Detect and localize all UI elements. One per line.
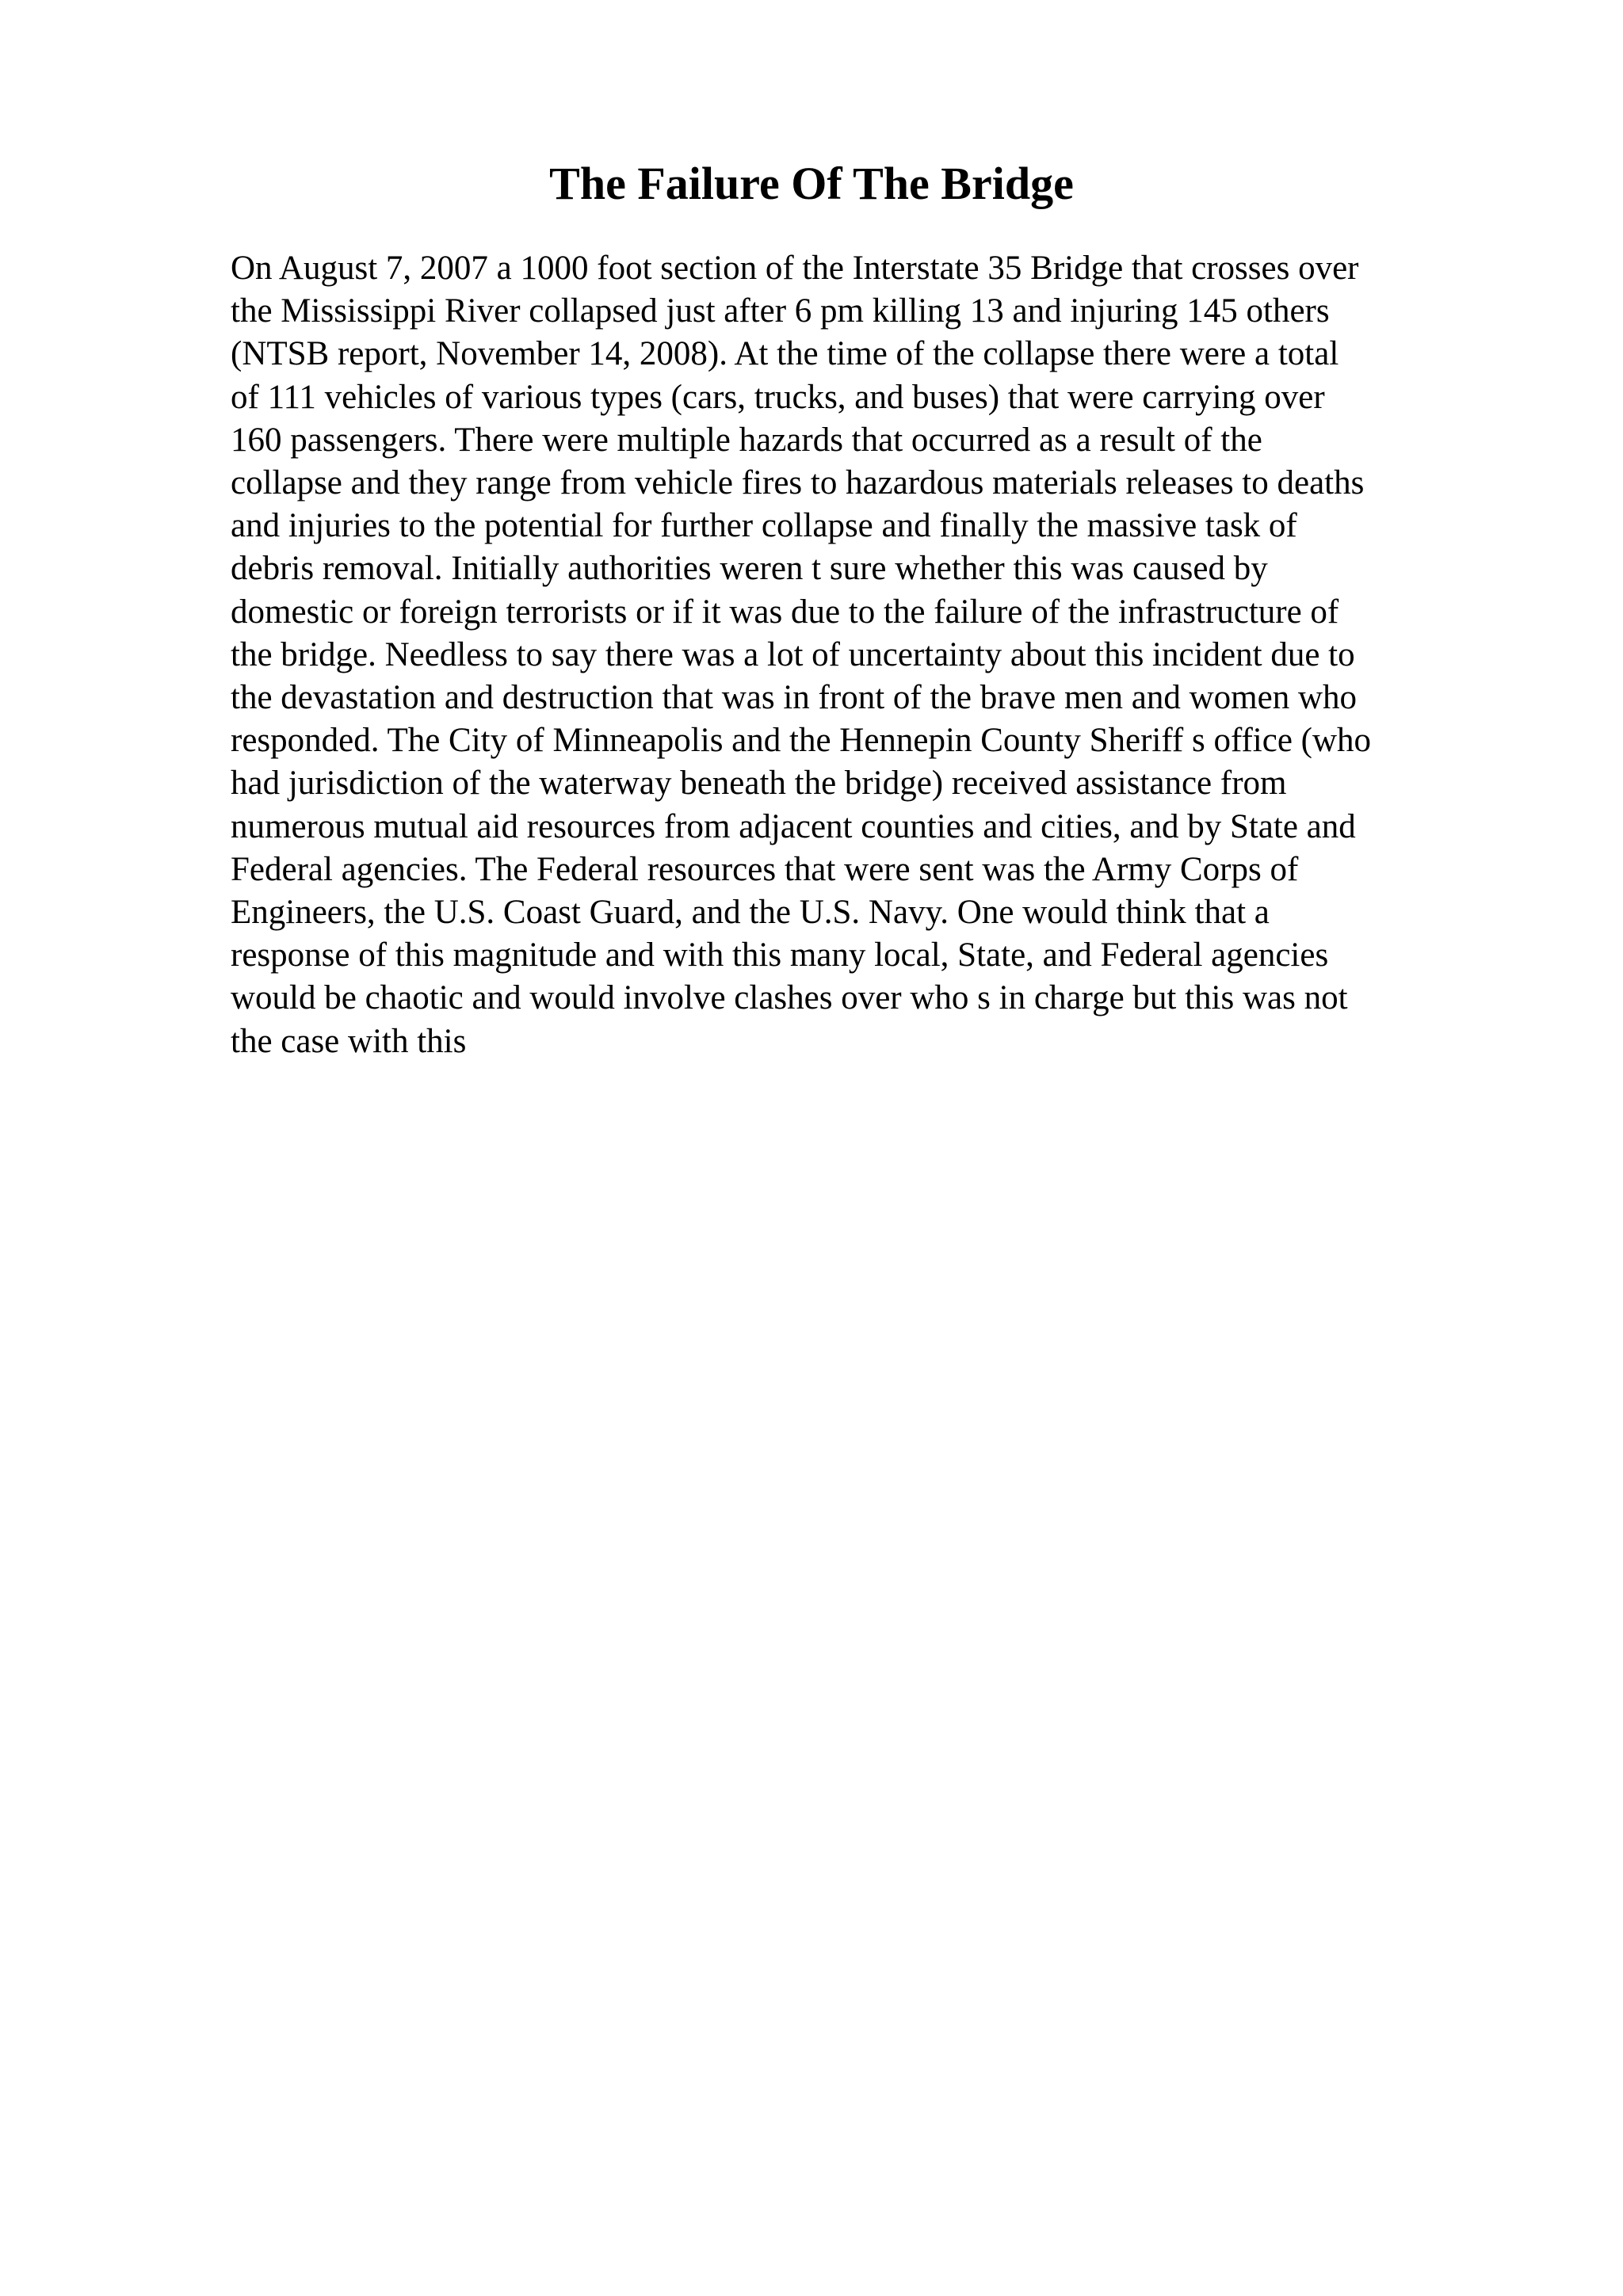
- paragraph-line: of 111 vehicles of various types (cars, trucks, and buses) that were carrying over: [231, 378, 1325, 416]
- paragraph-line: response of this magnitude and with this many local, State, and Federal agencies: [231, 936, 1329, 974]
- paragraph-line: Engineers, the U.S. Coast Guard, and the U.S. Navy. One would think that a: [231, 894, 1270, 932]
- paragraph-line: responded. The City of Minneapolis and the Hennepin County Sheriff s office (who: [231, 722, 1372, 760]
- paragraph-line: debris removal. Initially authorities weren t sure whether this was caused by: [231, 550, 1268, 588]
- paragraph-line: the Mississippi River collapsed just after 6 pm killing 13 and injuring 145 others: [231, 292, 1330, 330]
- paragraph-line: the bridge. Needless to say there was a lot of uncertainty about this incident due to: [231, 635, 1355, 673]
- paragraph-line: would be chaotic and would involve clashes over who s in charge but this was not: [231, 979, 1348, 1017]
- paragraph-line: Federal agencies. The Federal resources that were sent was the Army Corps of: [231, 850, 1299, 888]
- body-paragraph: [231, 247, 1480, 1063]
- paragraph-line: domestic or foreign terrorists or if it was due to the failure of the infrastructure of: [231, 593, 1339, 631]
- paragraph-line: the devastation and destruction that was in front of the brave men and women who: [231, 679, 1357, 717]
- document-title: The Failure Of The Bridge: [549, 158, 1074, 209]
- paragraph-line: collapse and they range from vehicle fires to hazardous materials releases to deaths: [231, 464, 1365, 502]
- paragraph-line: 160 passengers. There were multiple hazards that occurred as a result of the: [231, 421, 1262, 459]
- paragraph-line: numerous mutual aid resources from adjacent counties and cities, and by State and: [231, 807, 1356, 845]
- paragraph-line: had jurisdiction of the waterway beneath the bridge) received assistance from: [231, 765, 1287, 803]
- paragraph-line: On August 7, 2007 a 1000 foot section of the Interstate 35 Bridge that crosses over: [231, 250, 1359, 287]
- paragraph-line: (NTSB report, November 14, 2008). At the time of the collapse there were a total: [231, 335, 1339, 373]
- paragraph-line: the case with this: [231, 1022, 467, 1060]
- paragraph-line: and injuries to the potential for further collapse and finally the massive task of: [231, 507, 1297, 545]
